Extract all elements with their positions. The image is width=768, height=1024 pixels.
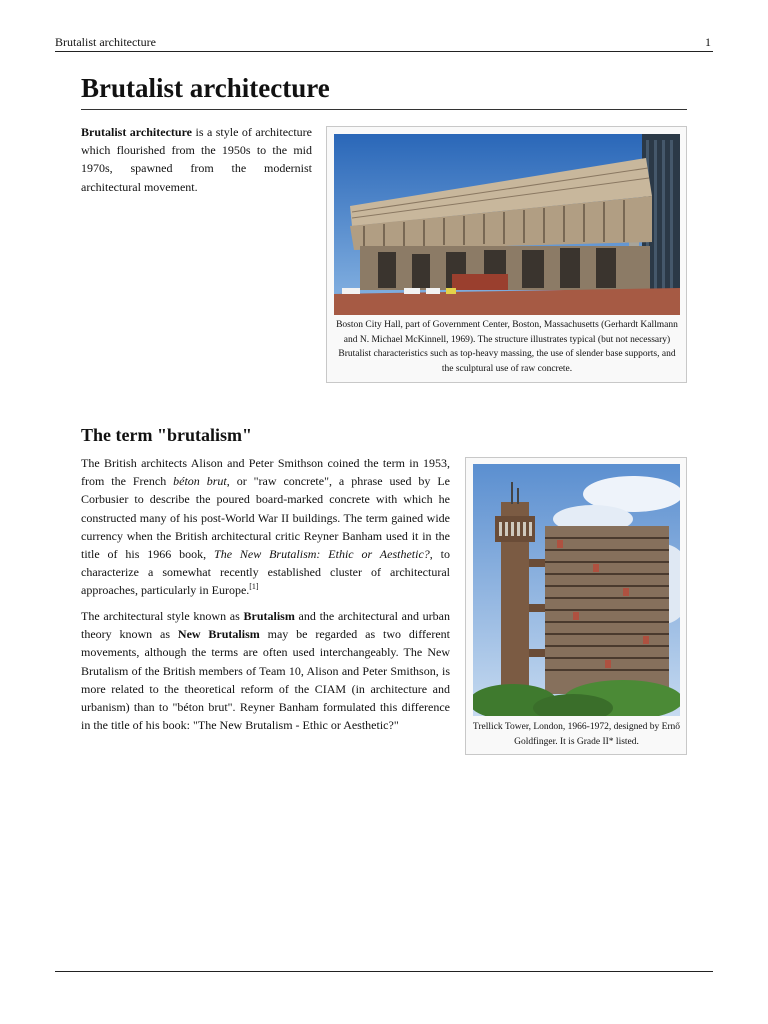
text-span: and the architectural and urban theory known as bbox=[81, 609, 450, 642]
text-span: , to characterize a somewhat recently established cluster of architectural approaches, particularly in Europe. bbox=[81, 547, 450, 598]
reference-link[interactable]: [1] bbox=[249, 582, 259, 592]
intro-paragraph bbox=[81, 123, 312, 196]
figure-boston-city-hall bbox=[326, 126, 687, 383]
term-paragraph-2 bbox=[81, 607, 450, 734]
section-heading-term: The term "brutalism" bbox=[81, 425, 252, 445]
footer-rule bbox=[55, 971, 713, 972]
bold-term: Brutalism bbox=[243, 609, 295, 623]
figure-caption: Trellick Tower, London, 1966-1972, designed by Ernő Goldfinger. It is Grade II* listed. bbox=[472, 722, 681, 747]
text-span: The British architects Alison and Peter Smithson coined the term in 1953, from the French bbox=[81, 456, 450, 489]
book-title: The New Brutalism: Ethic or Aesthetic? bbox=[214, 547, 430, 562]
term-paragraph-1 bbox=[81, 454, 450, 600]
italic-span: béton brut bbox=[173, 474, 227, 489]
intro-bold-term: Brutalist architecture bbox=[81, 125, 193, 139]
running-header-title: Brutalist architecture bbox=[55, 35, 156, 49]
page-number: 1 bbox=[705, 35, 711, 49]
text-span: may be regarded as two different movements, although the terms are often used interchangeably. The New Brutalism of the British members of Team 10, Alison and Peter Smithson, is more related to the theoretical reform of the CIAM (in architecture and urbanism) than to "béton brut". Reyner Banham formulated this difference in the title of his book: "The New Brutalism - Ethic or Aesthetic?" bbox=[81, 627, 450, 733]
page-title: Brutalist architecture bbox=[81, 70, 687, 110]
intro-text: is a style of architecture which flourished from the 1950s to the mid 1970s, spawned from the modernist architectural movement. bbox=[81, 125, 313, 194]
trellick-tower-image bbox=[473, 464, 680, 716]
text-span: The architectural style known as bbox=[81, 609, 244, 623]
figure-caption: Boston City Hall, part of Government Center, Boston, Massachusetts (Gerhardt Kallmann and N. Michael McKinnell, 1969). The structure illustrates typical (but not necessary) Brutalist characteristics such as top-heavy massing, the use of slender base supports, and the sculptural use of raw concrete. bbox=[336, 320, 678, 374]
bold-term: New Brutalism bbox=[177, 627, 260, 642]
text-span: , or "raw concrete", a phrase used by Le Corbusier to describe the poured board-marked concrete with which he constructed many of his post-World War II buildings. The term gained wide currency when the British architectural critic Reyner Banham used it in the title of his 1966 book, bbox=[81, 474, 450, 562]
figure-trellick-tower bbox=[465, 457, 687, 755]
boston-city-hall-image bbox=[334, 134, 680, 315]
running-header bbox=[55, 36, 713, 52]
